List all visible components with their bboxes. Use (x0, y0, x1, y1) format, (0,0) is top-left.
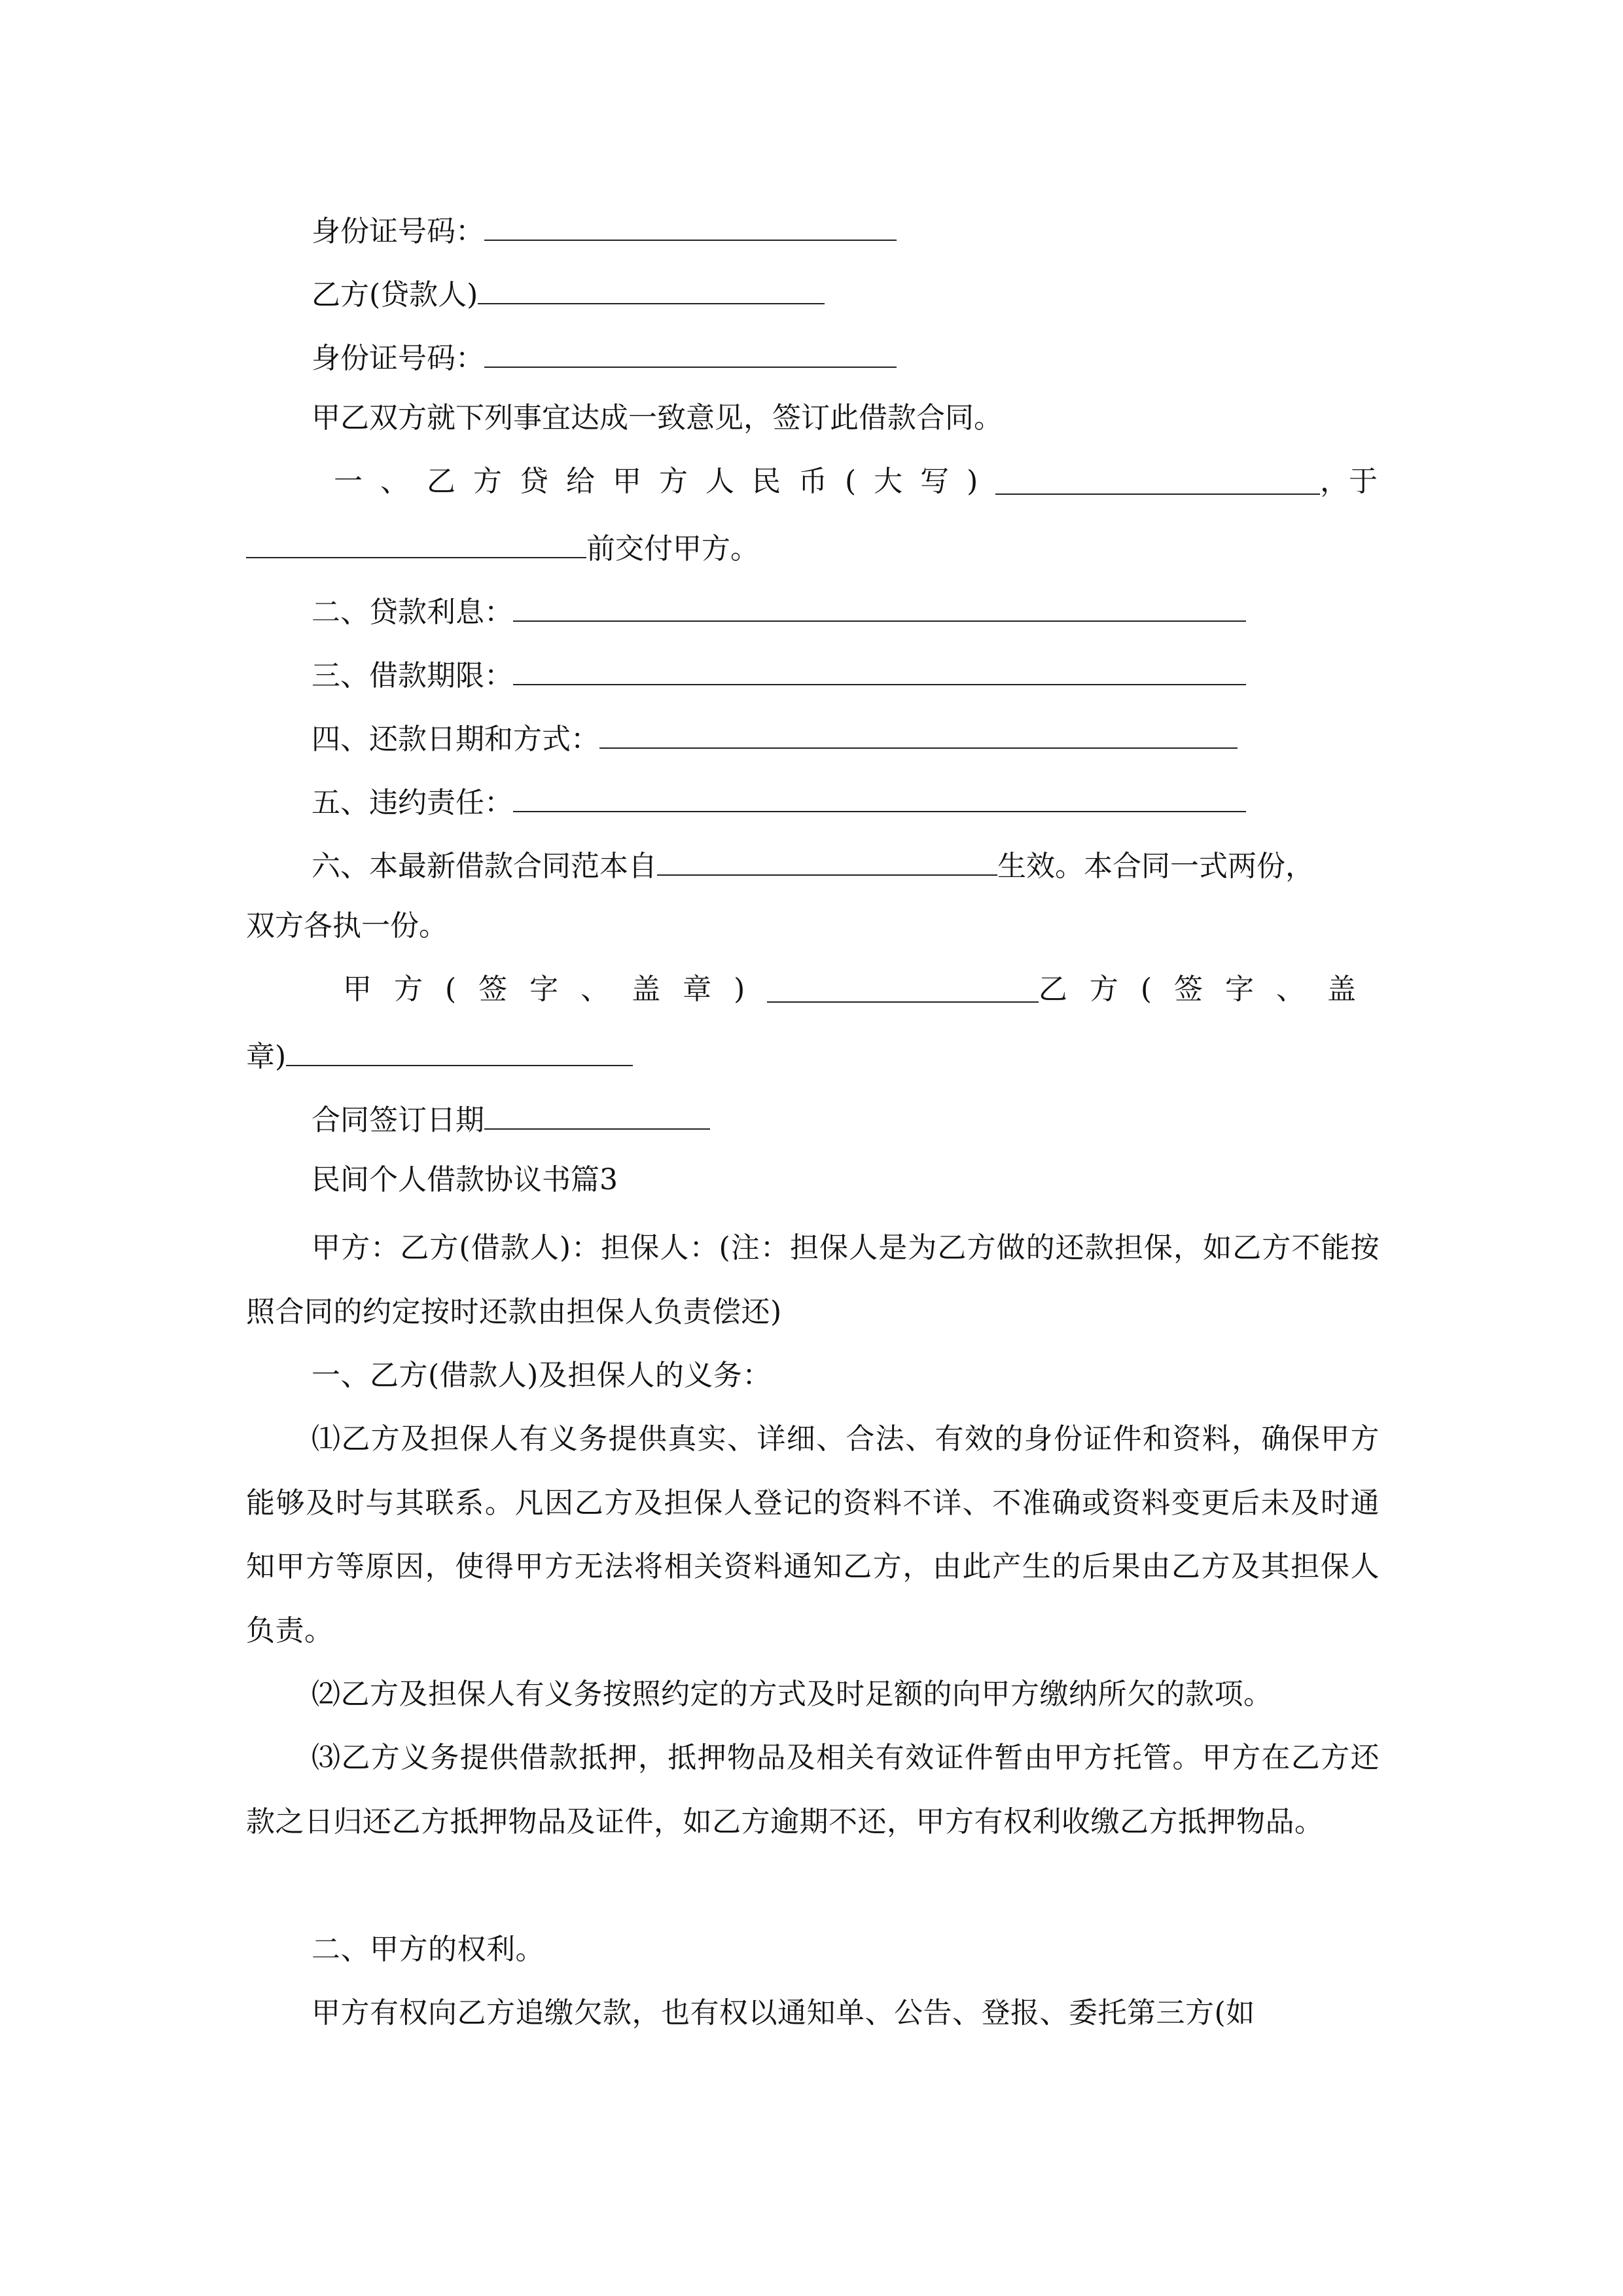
paragraph-obligations-heading: 一、乙方(借款人)及担保人的义务： (312, 1359, 772, 1392)
item-4-line (312, 721, 1238, 754)
party-b-lender-label: 乙方(贷款人) (312, 278, 478, 312)
item-1-amount-blank (995, 467, 1320, 495)
party-b-lender-blank (478, 277, 825, 304)
signature-party-b-blank (286, 1039, 633, 1066)
item-1-text: 一、乙方贷给甲方人民币(大写) (334, 465, 996, 498)
signature-line-2 (246, 1039, 633, 1071)
item-1-delivery: 前交付甲方。 (586, 532, 759, 565)
item-4-label: 四、还款日期和方式： (312, 723, 599, 756)
contract-date-blank (484, 1102, 710, 1130)
item-3-line (312, 658, 1246, 691)
item-1-date-blank (246, 531, 586, 558)
id-number-blank-2 (484, 340, 897, 368)
item-1-line (334, 467, 1378, 496)
item-6-text-c: 双方各执一份。 (246, 909, 448, 942)
agreement-line (312, 401, 1003, 435)
item-2-blank (513, 594, 1246, 622)
paragraph-obligation-1: ⑴乙方及担保人有义务提供真实、详细、合法、有效的身份证件和资料，确保甲方能够及时与其联系。凡因乙方及担保人登记的资料不详、不准确或资料变更后未及时通知甲方等原因，使得甲方无法将相关资料通知乙方，由此产生的后果由乙方及其担保人负责。 (246, 1422, 1380, 1647)
item-5-blank (513, 785, 1246, 812)
item-1-comma: ， (1320, 465, 1349, 498)
signature-party-b-end: 章) (246, 1040, 287, 1073)
item-5-line (312, 785, 1246, 817)
contract-date-label: 合同签订日期 (312, 1103, 484, 1137)
item-1-yu: 于 (1349, 465, 1378, 498)
item-5-label: 五、违约责任： (312, 786, 513, 819)
id-number-label: 身份证号码： (312, 215, 484, 248)
party-b-lender-line (312, 277, 825, 310)
item-3-blank (513, 658, 1246, 685)
item-4-blank (599, 721, 1238, 749)
id-number-label-2: 身份证号码： (312, 342, 484, 375)
signature-party-a-blank (767, 975, 1038, 1003)
paragraph-obligation-3: ⑶乙方义务提供借款抵押，抵押物品及相关有效证件暂由甲方托管。甲方在乙方还款之日归还乙方抵押物品及证件，如乙方逾期不还，甲方有权利收缴乙方抵押物品。 (246, 1741, 1380, 1839)
item-6-text-b: 生效。本合同一式两份， (997, 850, 1314, 883)
item-6-line-2 (246, 909, 448, 942)
item-6-line (312, 848, 1314, 881)
paragraph-parties: 甲方：乙方(借款人)：担保人：(注：担保人是为乙方做的还款担保，如乙方不能按照合同的约定按时还款由担保人负责偿还) (246, 1231, 1380, 1329)
section-title-text: 民间个人借款协议书篇3 (312, 1163, 618, 1196)
paragraph-obligation-2: ⑵乙方及担保人有义务按照约定的方式及时足额的向甲方缴纳所欠的款项。 (312, 1677, 1273, 1711)
item-3-label: 三、借款期限： (312, 659, 513, 692)
id-number-line-2 (312, 340, 897, 373)
item-2-line (312, 594, 1246, 627)
paragraph-rights-text: 甲方有权向乙方追缴欠款，也有权以通知单、公告、登报、委托第三方(如 (312, 1996, 1255, 2030)
paragraph-rights-heading: 二、甲方的权利。 (312, 1933, 544, 1966)
item-6-blank (657, 848, 997, 876)
id-number-line-1 (312, 213, 897, 246)
item-2-label: 二、贷款利息： (312, 596, 513, 629)
signature-party-b: 乙方(签字、盖 (1038, 973, 1378, 1006)
contract-date-line (312, 1102, 710, 1135)
id-number-blank (484, 213, 897, 241)
signature-line (343, 975, 1378, 1004)
agreement-text: 甲乙双方就下列事宜达成一致意见，签订此借款合同。 (312, 401, 1003, 435)
section-title-3 (312, 1163, 618, 1196)
item-6-text-a: 六、本最新借款合同范本自 (312, 850, 657, 883)
signature-party-a: 甲方(签字、盖章) (343, 973, 768, 1006)
item-1-line-2 (246, 531, 759, 564)
